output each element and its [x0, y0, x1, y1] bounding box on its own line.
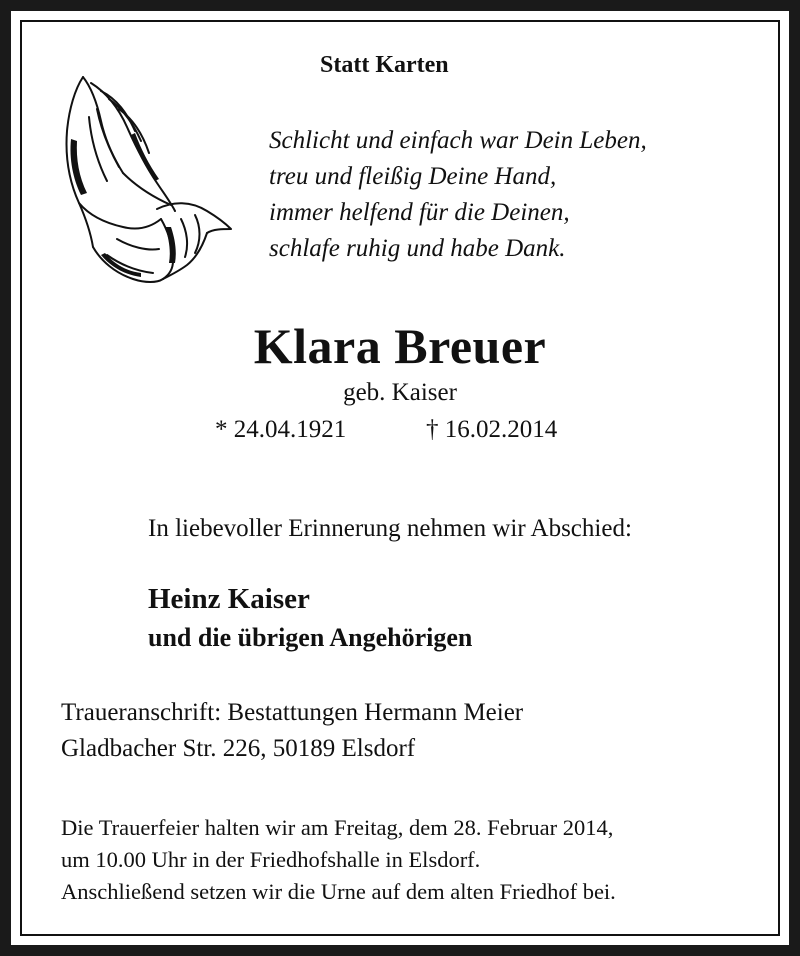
header-label: Statt Karten: [320, 52, 449, 78]
address-line-2: Gladbacher Str. 226, 50189 Elsdorf: [61, 735, 416, 762]
poem-line: immer helfend für die Deinen,: [269, 199, 570, 226]
poem: [269, 123, 647, 267]
ceremony-line: Die Trauerfeier halten wir am Freitag, dem 28. Februar 2014,: [61, 815, 614, 840]
poem-line: schlafe ruhig und habe Dank.: [269, 235, 566, 262]
farewell-text: In liebevoller Erinnerung nehmen wir Abschied:: [148, 515, 632, 542]
death-date: † 16.02.2014: [426, 416, 558, 443]
ceremony-info: [61, 812, 616, 908]
birth-date: * 24.04.1921: [215, 416, 347, 443]
poem-line: treu und fleißig Deine Hand,: [269, 163, 557, 190]
ceremony-line: Anschließend setzen wir die Urne auf dem alten Friedhof bei.: [61, 879, 616, 904]
poem-line: Schlicht und einfach war Dein Leben,: [269, 127, 647, 154]
praying-hands-icon: [61, 69, 236, 284]
mourner-others: und die übrigen Angehörigen: [148, 623, 473, 652]
ceremony-line: um 10.00 Uhr in der Friedhofshalle in Elsdorf.: [61, 847, 481, 872]
deceased-name: Klara Breuer: [253, 318, 547, 374]
address-line-1: Traueranschrift: Bestattungen Hermann Meier: [61, 699, 524, 726]
mourner-primary: Heinz Kaiser: [148, 583, 310, 615]
obituary-card: [11, 11, 789, 945]
maiden-name: geb. Kaiser: [343, 379, 457, 406]
